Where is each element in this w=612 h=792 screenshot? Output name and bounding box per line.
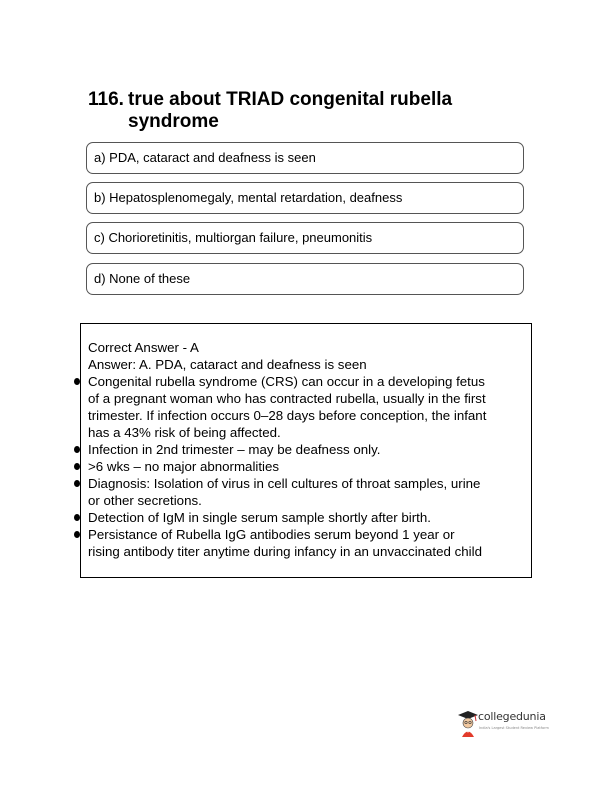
bullet-icon xyxy=(74,463,80,470)
student-mascot-icon xyxy=(457,710,479,738)
correct-answer: Correct Answer - A xyxy=(88,340,199,355)
bullet-item: Infection in 2nd trimester – may be deafness only. xyxy=(88,441,528,458)
bullet-icon xyxy=(74,378,80,385)
option-d[interactable]: d) None of these xyxy=(86,263,524,295)
bullet-item: Diagnosis: Isolation of virus in cell cultures of throat samples, urine or other secretions. xyxy=(88,475,528,509)
question-text-line-1: true about TRIAD congenital rubella xyxy=(128,89,453,110)
question-text-line-2: syndrome xyxy=(128,111,219,132)
logo-wordmark: collegedunia xyxy=(478,710,546,723)
bullet-icon xyxy=(74,480,80,487)
bullet-item: Persistance of Rubella IgG antibodies serum beyond 1 year or rising antibody titer anytime during infancy in an unvaccinated child xyxy=(88,526,528,560)
bullet-icon xyxy=(74,446,80,453)
option-c[interactable]: c) Chorioretinitis, multiorgan failure, pneumonitis xyxy=(86,222,524,254)
bullet-item: Congenital rubella syndrome (CRS) can occur in a developing fetus of a pregnant woman who has contracted rubella, usually in the first trimester. If infection occurs 0–28 days before conception, the infant has a 43% risk of being affected. xyxy=(88,373,528,441)
bullet-item: >6 wks – no major abnormalities xyxy=(88,458,528,475)
answer-explanation-head: Answer: A. PDA, cataract and deafness is seen xyxy=(88,357,367,372)
option-b[interactable]: b) Hepatosplenomegaly, mental retardation, deafness xyxy=(86,182,524,214)
collegedunia-logo[interactable] xyxy=(457,710,547,740)
option-a[interactable]: a) PDA, cataract and deafness is seen xyxy=(86,142,524,174)
logo-tagline: India's Largest Student Review Platform xyxy=(479,726,549,730)
question-number: 116. xyxy=(88,89,124,110)
bullet-icon xyxy=(74,514,80,521)
bullet-icon xyxy=(74,531,80,538)
answer-bullets xyxy=(88,373,528,560)
question-title xyxy=(88,89,528,133)
bullet-item: Detection of IgM in single serum sample shortly after birth. xyxy=(88,509,528,526)
